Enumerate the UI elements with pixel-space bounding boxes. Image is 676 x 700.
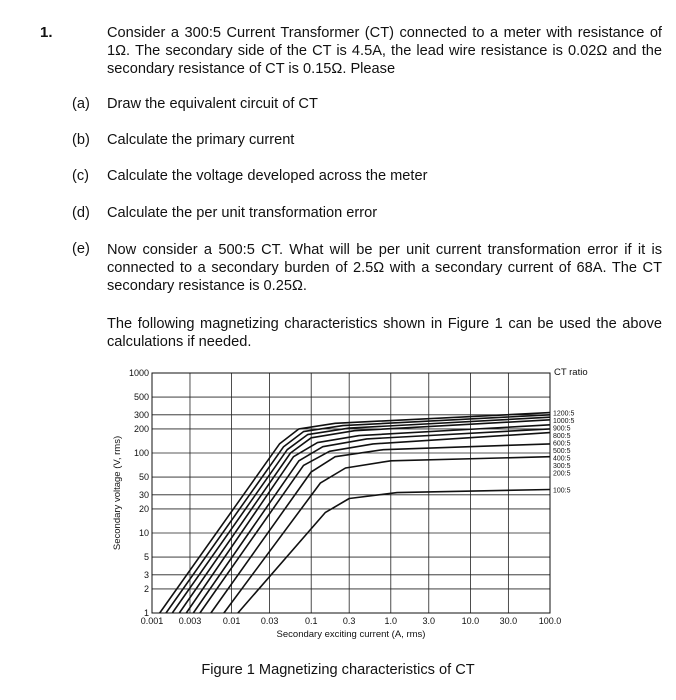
y-tick-label: 1000 <box>128 368 149 378</box>
series-label: 800:5 <box>553 433 571 441</box>
y-tick-label: 2 <box>143 583 149 594</box>
part-b-text: Calculate the primary current <box>107 132 295 148</box>
series-label: 1000:5 <box>553 418 575 426</box>
question-intro: Consider a 300:5 Current Transformer (CT) connected to a meter with resistance of 1Ω. The secondary side of the CT is 4.5A, the lead wire resistance is 0.02Ω and the secondary resistance of CT is 0.15Ω. Please <box>107 25 662 77</box>
series-label: 1200:5 <box>553 410 575 418</box>
part-c-text: Calculate the voltage developed across the meter <box>107 168 428 184</box>
series-curve-200-5 <box>224 457 550 613</box>
series-label: 500:5 <box>553 448 571 456</box>
series-label: 400:5 <box>553 455 571 463</box>
x-tick-label: 30.0 <box>499 616 518 626</box>
y-tick-label: 200 <box>133 423 149 434</box>
y-tick-label: 500 <box>133 392 149 403</box>
question-number: 1. <box>40 24 53 41</box>
y-tick-label: 5 <box>143 552 149 563</box>
y-tick-label: 100 <box>133 448 149 458</box>
series-label: 600:5 <box>553 440 571 448</box>
x-tick-label: 3.0 <box>422 616 436 626</box>
part-a-label: (a) <box>72 96 90 112</box>
x-tick-label: 0.1 <box>304 616 318 626</box>
part-c-label: (c) <box>72 168 90 184</box>
y-tick-label: 10 <box>138 528 149 538</box>
x-tick-label: 0.3 <box>342 616 356 626</box>
figure-caption: Figure 1 Magnetizing characteristics of CT <box>201 662 475 678</box>
figure-note: The following magnetizing characteristics shown in Figure 1 can be used the above calculations if needed. <box>107 316 662 350</box>
series-label: 200:5 <box>553 470 571 478</box>
x-tick-label: 0.003 <box>178 616 202 626</box>
part-d-text: Calculate the per unit transformation error <box>107 205 378 221</box>
part-e-text: Now consider a 500:5 CT. What will be per unit current transformation error if it is connected to a secondary burden of 2.5Ω with a secondary current of 68A. The CT secondary resistance is 0.25Ω. <box>107 242 662 294</box>
series-label: 100:5 <box>553 487 571 495</box>
magnetizing-chart <box>0 355 676 655</box>
y-tick-label: 1 <box>143 608 149 618</box>
part-e-label: (e) <box>72 241 90 257</box>
series-curve-1000-5 <box>166 415 550 613</box>
y-tick-label: 300 <box>133 409 149 420</box>
part-a-text: Draw the equivalent circuit of CT <box>107 96 318 112</box>
y-tick-label: 30 <box>138 489 149 500</box>
series-curve-1200-5 <box>160 413 550 613</box>
y-tick-label: 50 <box>138 472 149 483</box>
x-axis-label: Secondary exciting current (A, rms) <box>276 629 426 640</box>
series-label: 300:5 <box>553 463 571 471</box>
series-curve-500-5 <box>193 429 550 613</box>
x-tick-label: 0.03 <box>260 616 279 626</box>
legend-title: CT ratio <box>554 367 588 378</box>
x-tick-label: 0.001 <box>140 616 164 626</box>
series-label: 900:5 <box>553 425 571 433</box>
x-tick-label: 0.01 <box>222 616 241 626</box>
y-tick-label: 20 <box>138 503 149 514</box>
part-b-label: (b) <box>72 132 90 148</box>
y-tick-label: 3 <box>143 569 149 580</box>
x-tick-label: 100.0 <box>538 616 562 626</box>
series-curve-400-5 <box>200 433 550 613</box>
x-tick-label: 10.0 <box>461 616 480 626</box>
x-tick-label: 1.0 <box>384 616 398 626</box>
y-axis-label: Secondary voltage (V, rms) <box>112 435 123 551</box>
part-d-label: (d) <box>72 205 90 221</box>
